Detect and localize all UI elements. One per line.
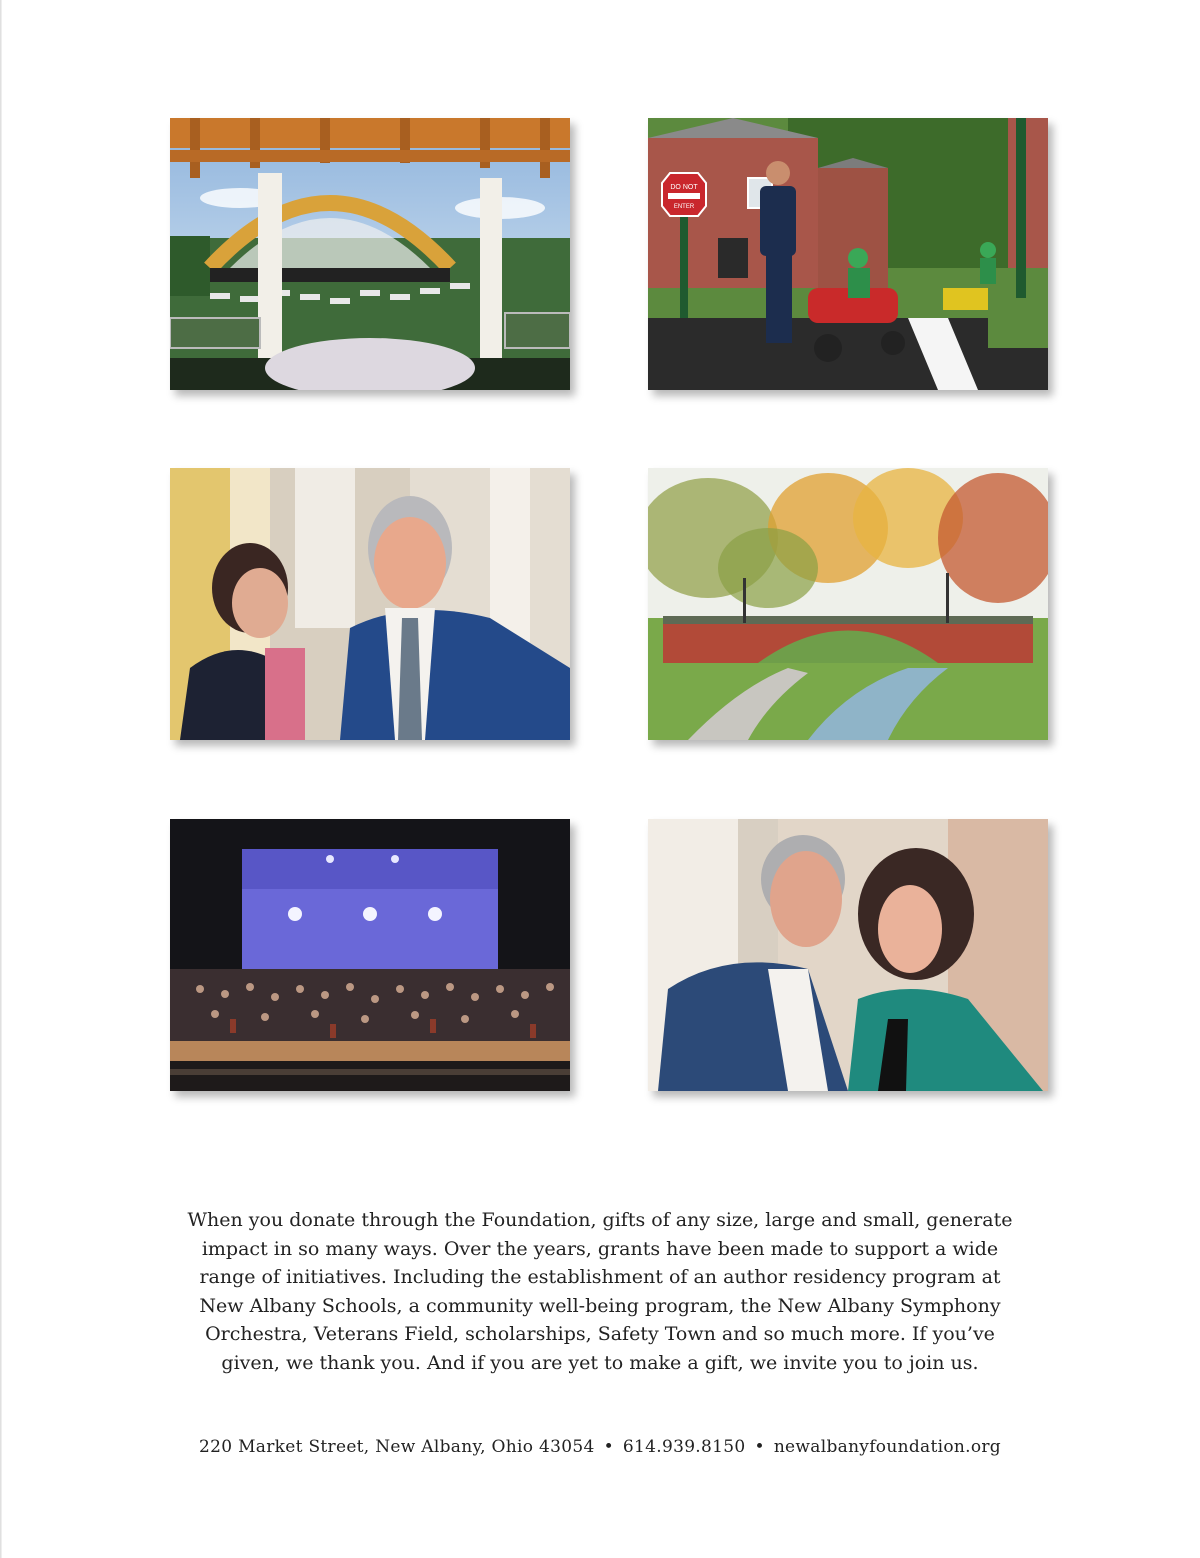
safety-town-photo (648, 118, 1048, 390)
footer-website: newalbanyfoundation.org (773, 1437, 1001, 1457)
orchestra-photo (170, 819, 570, 1091)
couple-photo-1 (170, 468, 570, 740)
sign-enter-text: ENTER (673, 204, 695, 210)
pavilion-image (170, 118, 570, 390)
couple-photo-2 (648, 819, 1048, 1091)
footer-separator: • (603, 1437, 614, 1457)
footer-contact (180, 1437, 1020, 1457)
bridge-illustration-photo (648, 468, 1048, 740)
couple-portrait-image (648, 819, 1048, 1091)
bridge-illustration-image (648, 468, 1048, 740)
footer-separator: • (754, 1437, 765, 1457)
safety-town-image (648, 118, 1048, 390)
pavilion-photo (170, 118, 570, 390)
sign-do-not-text: DO NOT (670, 184, 698, 191)
footer-address: 220 Market Street, New Albany, Ohio 43054 (199, 1437, 595, 1457)
page-edge (0, 0, 2, 1558)
body-paragraph: When you donate through the Foundation, gifts of any size, large and small, generate impact in so many ways. Over the years, grants have been made to support a wide range of initiatives. Including the establishment of an author residency program at New Albany Schools, a community well-being program, the New Albany Symphony Orchestra, Veterans Field, scholarships, Safety Town and so much more. If you’ve given, we thank you. And if you are yet to make a gift, we invite you to join us. (187, 1209, 1013, 1374)
orchestra-image (170, 819, 570, 1091)
footer-phone: 614.939.8150 (622, 1437, 746, 1457)
couple-portrait-image (170, 468, 570, 740)
